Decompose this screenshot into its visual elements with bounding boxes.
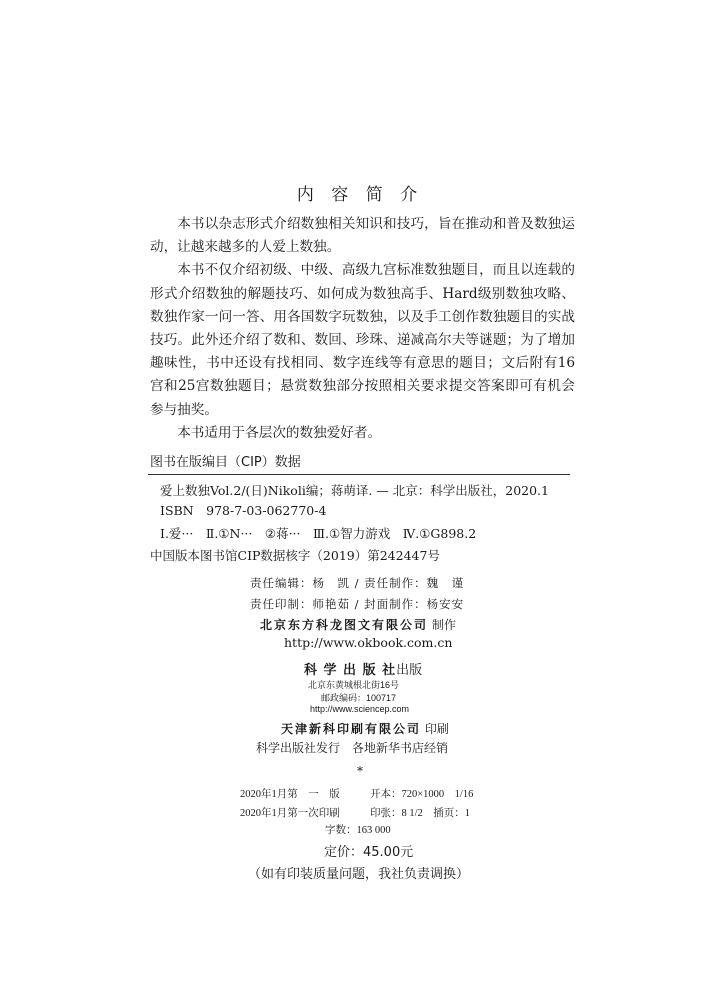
intro-text (150, 213, 575, 445)
intro-paragraph-3: 本书适用于各层次的数独爱好者。 (177, 424, 382, 441)
print-credits: 责任印制：师艳茹 / 封面制作：杨安安 (250, 597, 465, 611)
cip-number: 中国版本图书馆CIP数据核字（2019）第242447号 (150, 548, 440, 563)
publisher-postcode: 邮政编码：100717 (321, 693, 397, 703)
publisher-address: 北京东黄城根北街16号 (308, 680, 400, 690)
intro-paragraph-2: 本书不仅介绍初级、中级、高级九宫标准数独题目，而且以连载的形式介绍数独的解题技巧、如何成为数独高手、Hard级别数独攻略、数独作家一问一答、用各国数字玩数独，以及手工创作数独题目的实战技巧。此外还介绍了数和、数回、珍珠、递减高尔夫等谜题；为了增加趣味性，书中还设有找相同、数字连线等有意思的题目；文后附有16宫和25宫数独题目；悬赏数独部分按照相关要求提交答案即可有机会参与抽奖。 (150, 262, 575, 418)
publisher-suffix: 出版 (396, 663, 423, 678)
editor-credits: 责任编辑：杨 凯 / 责任制作：魏 谨 (250, 576, 465, 590)
edition-line: 2020年1月第 一 版 (240, 789, 340, 800)
printer-line (281, 720, 449, 737)
price-label: 定价：45.00元 (324, 845, 414, 860)
producer-name: 北京东方科龙图文有限公司 (260, 618, 429, 632)
publisher-line (304, 659, 422, 678)
cip-isbn: ISBN 978-7-03-062770-4 (160, 503, 327, 518)
format-line: 开本：720×1000 1/16 (370, 789, 474, 800)
quality-notice: （如有印装质量问题，我社负责调换） (248, 867, 470, 882)
cip-heading: 图书在版编目（CIP）数据 (150, 455, 301, 470)
producer-url: http://www.okbook.com.cn (284, 635, 453, 650)
section-title: 内 容 简 介 (296, 185, 424, 205)
printer-suffix: 印刷 (421, 722, 449, 736)
words-line: 字数：163 000 (325, 825, 391, 836)
publisher-name: 科 学 出 版 社 (304, 663, 397, 678)
producer-suffix: 制作 (428, 618, 456, 632)
cip-divider (148, 474, 570, 475)
cip-record: 爱上数独Vol.2/(日)Nikoli编；蒋萌译. — 北京：科学出版社，2020.1 (160, 483, 549, 498)
producer-line (260, 616, 456, 633)
cip-classification: Ⅰ.爱··· Ⅱ.①N··· ②蒋··· Ⅲ.①智力游戏 Ⅳ.①G898.2 (160, 526, 477, 541)
publisher-url: http://www.sciencep.com (310, 704, 410, 714)
print-line: 2020年1月第一次印刷 (240, 808, 340, 819)
sheets-line: 印张：8 1/2 插页：1 (370, 808, 471, 819)
intro-paragraph-1: 本书以杂志形式介绍数独相关知识和技巧，旨在推动和普及数独运动，让越来越多的人爱上数独。 (150, 216, 575, 256)
separator-mark: * (357, 764, 363, 778)
distribution-line: 科学出版社发行 各地新华书店经销 (256, 741, 449, 755)
printer-name: 天津新科印刷有限公司 (281, 722, 422, 736)
